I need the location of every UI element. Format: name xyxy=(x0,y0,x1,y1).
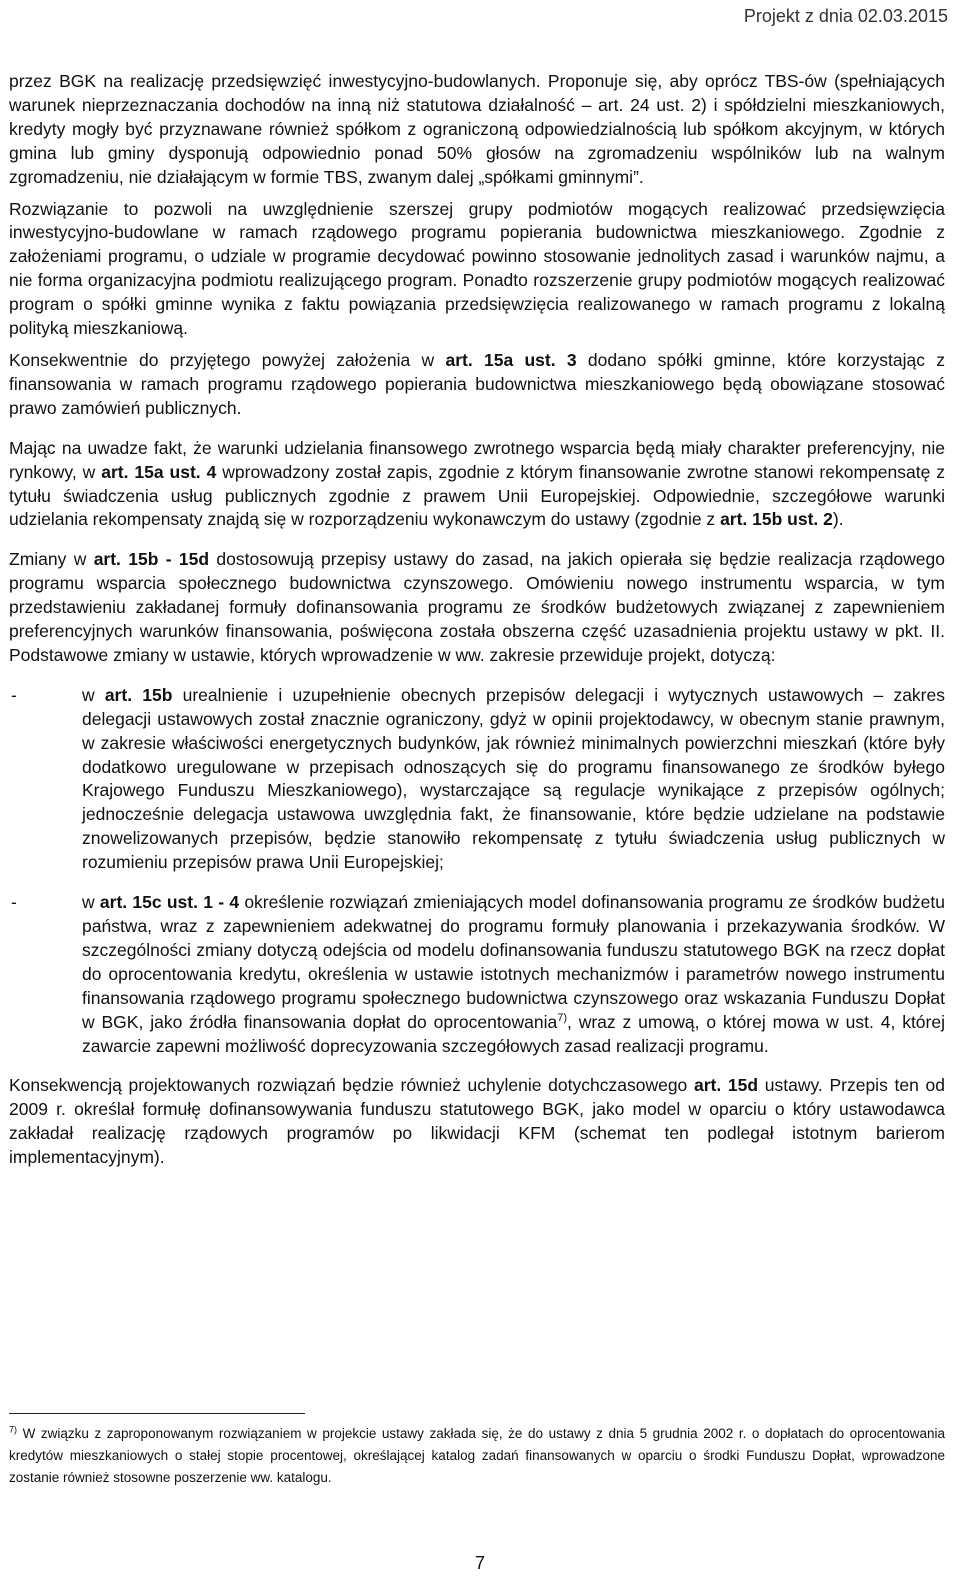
article-reference: art. 15b - 15d xyxy=(93,549,210,570)
paragraph-bgk-spolki-gminne: przez BGK na realizację przedsięwzięć inwestycyjno-budowlanych. Proponuje się, aby oprócz TBS-ów (spełniających warunek nieprzeznaczania dochodów na inną niż statutowa działalność – art. 24 ust. 2) i spółdzielni mieszkaniowych, kredyty mogły być przyznawane również spółkom z ograniczoną odpowiedzialnością lub spółkom akcyjnym, w których gmina lub gminy dysponują odpowiednio ponad 50% głosów na zgromadzeniu wspólników lub na walnym zgromadzeniu, nie działającym w formie TBS, zwanym dalej „spółkami gminnymi”. xyxy=(9,71,945,187)
footnote-text: W związku z zaproponowanym rozwiązaniem w projekcie ustawy zakłada się, że do ustawy z dnia 5 grudnia 2002 r. o dopłatach do oprocentowania kredytów mieszkaniowych o stałej stopie procentowej, określającej katalog zadań finansowanych w oparciu o środki Funduszu Dopłat, wprowadzone zostanie również stosowne poszerzenie ww. katalogu. xyxy=(9,1426,945,1485)
text-segment: urealnienie i uzupełnienie obecnych przepisów delegacji i wytycznych ustawowych – zakres delegacji ustawowych został znacznie ograniczony, gdyż w opinii projektodawcy, w obecnym stanie prawnym, w zakresie właściwości energetycznych budynków, jak również minimalnych powierzchni mieszkań (które były dodatkowo uregulowane w przepisach odnoszących się do programu finansowanego ze środków byłego Krajowego Funduszu Mieszkaniowego), wystarczające są regulacje wynikające z przepisów ogólnych; jednocześnie delegacja ustawowa uwzględnia fakt, że finansowanie, które będzie udzielane na podstawie znowelizowanych przepisów, będzie stanowiło rekompensatę z tytułu świadczenia usług publicznych w rozumieniu przepisów prawa Unii Europejskiej; xyxy=(82,684,945,873)
list-item-art-15b xyxy=(9,684,945,875)
paragraph-art-15a-ust-3 xyxy=(9,349,945,421)
article-reference: art. 15b xyxy=(104,684,173,705)
text-segment: Konsekwentnie do przyjętego powyżej założenia w xyxy=(9,349,446,370)
list-dash: - xyxy=(11,892,17,913)
text-segment: Konsekwencją projektowanych rozwiązań będzie również uchylenie dotychczasowego xyxy=(9,1075,694,1096)
text-segment: dostosowują przepisy ustawy do zasad, na jakich opierała się będzie realizacja rządowego programu wsparcia społecznego budownictwa czynszowego. Omówieniu nowego instrumentu wsparcia, w tym przedstawieniu zakładanej formuły dofinansowania programu ze środków budżetowych związanej z zapewnieniem preferencyjnych warunków finansowania, poświęcona została obszerna część uzasadnienia projektu ustawy w pkt. II. Podstawowe zmiany w ustawie, których wprowadzenie w ww. zakresie przewiduje projekt, dotyczą: xyxy=(9,549,945,665)
text-segment: ustawy. Przepis ten od 2009 r. określał formułę dofinansowywania funduszu statutowego BGK, jako model w oparciu o który ustawodawca zakładał realizację rządowych programów po likwidacji KFM (schemat ten podlegał istotnym barierom implementacyjnym). xyxy=(9,1075,945,1168)
text-segment: dodano spółki gminne, które korzystając z finansowania w ramach programu rządowego popierania budownictwa mieszkaniowego będą obowiązane stosować prawo zamówień publicznych. xyxy=(9,349,945,418)
page-number: 7 xyxy=(474,1553,485,1573)
text-segment: Zmiany w xyxy=(9,549,94,570)
paragraph-art-15b-15d xyxy=(9,548,945,668)
list-dash: - xyxy=(11,684,17,705)
footnote-marker: 7) xyxy=(9,1424,18,1435)
text-segment: określenie rozwiązań zmieniających model dofinansowania programu ze środków budżetu państwa, wraz z zapewnieniem adekwatnej do programu formuły planowania i przekazywania środków. W szczególności zmiany dotyczą odejścia od modelu dofinansowania funduszu statutowego BGK na rzecz dopłat do oprocentowania kredytu, określenia w ustawie istotnych mechanizmów i parametrów nowego instrumentu finansowania rządowego programu społecznego budownictwa czynszowego oraz wskazania Funduszu Dopłat w BGK, jako źródła finansowania dopłat do oprocentowania xyxy=(82,892,945,1032)
article-reference: art. 15a ust. 3 xyxy=(445,349,577,370)
text-segment: wprowadzony został zapis, zgodnie z którym finansowanie zwrotne stanowi rekompensatę z tytułu świadczenia usług publicznych zgodnie z prawem Unii Europejskiej. Odpowiednie, szczegółowe warunki udzielania rekompensaty znajdą się w rozporządzeniu wykonawczym do ustawy (zgodnie z xyxy=(9,461,945,530)
article-reference: art. 15d xyxy=(693,1075,759,1096)
text-segment: Mając na uwadze fakt, że warunki udzielania finansowego zwrotnego wsparcia będą miały charakter preferencyjny, nie rynkowy, w xyxy=(9,437,945,482)
paragraph-art-15a-ust-4 xyxy=(9,437,945,533)
article-reference: art. 15a ust. 4 xyxy=(101,461,217,482)
article-reference: art. 15b ust. 2 xyxy=(720,509,833,530)
footnote-7 xyxy=(9,1423,945,1489)
header-project-date: Projekt z dnia 02.03.2015 xyxy=(743,6,948,26)
text-segment: ). xyxy=(832,509,844,530)
text-segment: , wraz z umową, o której mowa w ust. 4, której zawarcie zapewni możliwość doprecyzowania szczegółowych zasad realizacji programu. xyxy=(82,1011,945,1056)
paragraph-art-15d xyxy=(9,1074,945,1170)
body-text xyxy=(9,70,945,1186)
list-item-art-15c xyxy=(9,891,945,1058)
footnote-separator xyxy=(9,1413,305,1414)
text-segment: w xyxy=(82,684,105,705)
footnote-reference[interactable]: 7) xyxy=(557,1011,567,1024)
text-segment: w xyxy=(82,892,100,913)
paragraph-rozwiazanie: Rozwiązanie to pozwoli na uwzględnienie szerszej grupy podmiotów mogących realizować przedsięwzięcia inwestycyjno-budowlane w ramach rządowego programu popierania budownictwa mieszkaniowego. Zgodnie z założeniami programu, o udziale w programie decydować powinno stosowanie jednolitych zasad i warunków najmu, a nie forma organizacyjna podmiotu realizującego program. Ponadto rozszerzenie grupy podmiotów mogących realizować program o spółki gminne wynika z faktu powiązania przedsięwzięcia realizowanego w ramach programu z lokalną polityką mieszkaniową. xyxy=(9,198,945,339)
article-reference: art. 15c ust. 1 - 4 xyxy=(99,892,240,913)
